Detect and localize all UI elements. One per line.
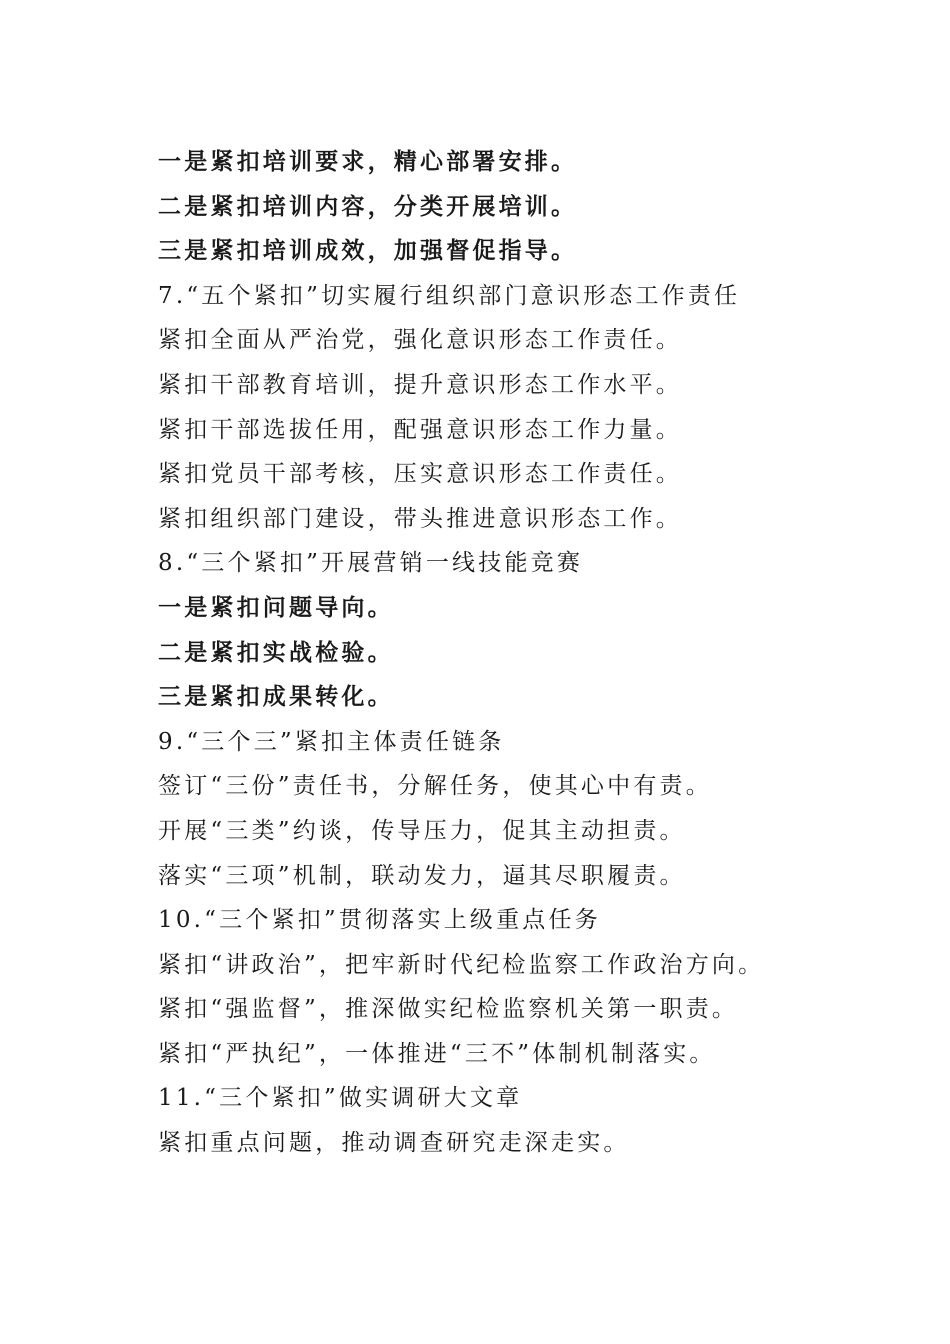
text-line: 签订“三份”责任书，分解任务，使其心中有责。 xyxy=(158,773,712,800)
text-line: 三是紧扣成果转化。 xyxy=(158,683,394,711)
text-line: 一是紧扣培训要求，精心部署安排。 xyxy=(158,148,578,175)
document-body xyxy=(158,140,918,1166)
section-heading: 7.“五个紧扣”切实履行组织部门意识形态工作责任 xyxy=(158,282,741,309)
text-line: 紧扣组织部门建设，带头推进意识形态工作。 xyxy=(158,505,682,532)
text-line: 落实“三项”机制，联动发力，逼其尽职履责。 xyxy=(158,862,686,889)
text-line: 紧扣“强监督”，推深做实纪检监察机关第一职责。 xyxy=(158,996,739,1023)
section-heading: 9.“三个三”紧扣主体责任链条 xyxy=(158,728,505,755)
section-heading: 10.“三个紧扣”贯彻落实上级重点任务 xyxy=(158,907,601,934)
text-line: 紧扣“讲政治”，把牢新时代纪检监察工作政治方向。 xyxy=(158,951,765,978)
text-line: 紧扣全面从严治党，强化意识形态工作责任。 xyxy=(158,327,682,354)
text-line: 紧扣干部教育培训，提升意识形态工作水平。 xyxy=(158,371,682,398)
section-heading: 8.“三个紧扣”开展营销一线技能竞赛 xyxy=(158,550,584,577)
section-heading: 11.“三个紧扣”做实调研大文章 xyxy=(158,1085,523,1112)
text-line: 二是紧扣实战检验。 xyxy=(158,638,394,666)
text-line: 三是紧扣培训成效，加强督促指导。 xyxy=(158,237,578,265)
text-line: 紧扣党员干部考核，压实意识形态工作责任。 xyxy=(158,461,682,488)
text-line: 紧扣“严执纪”，一体推进“三不”体制机制落实。 xyxy=(158,1040,716,1067)
text-line: 紧扣重点问题，推动调查研究走深走实。 xyxy=(158,1130,630,1157)
text-line: 一是紧扣问题导向。 xyxy=(158,593,394,621)
text-line: 开展“三类”约谈，传导压力，促其主动担责。 xyxy=(158,817,686,844)
text-line: 紧扣干部选拔任用，配强意识形态工作力量。 xyxy=(158,416,682,443)
text-line: 二是紧扣培训内容，分类开展培训。 xyxy=(158,192,578,220)
